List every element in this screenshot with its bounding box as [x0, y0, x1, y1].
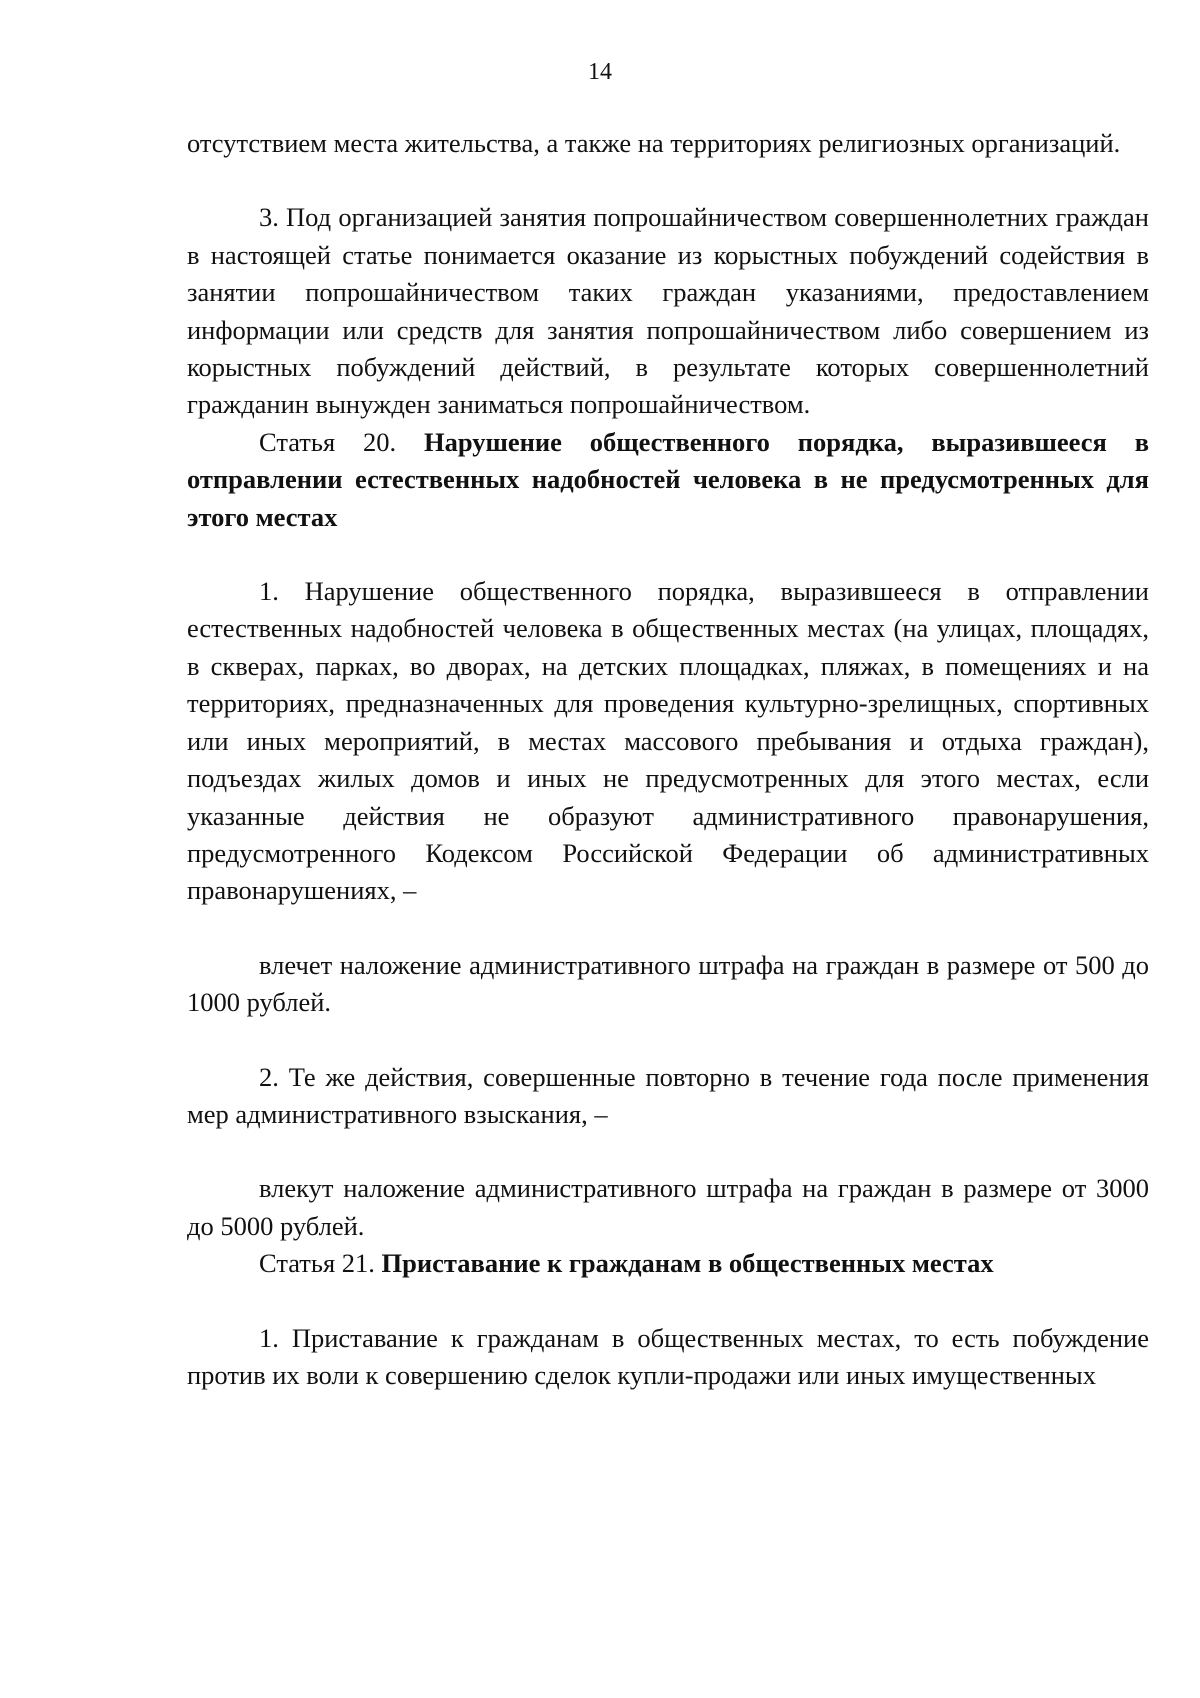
document-body: [187, 125, 1149, 1394]
article-20-part-2: 2. Те же действия, совершенные повторно в течение года после применения мер административного взыскания, –: [187, 1061, 1149, 1129]
paragraph-continuation: отсутствием места жительства, а также на территориях религиозных организаций.: [187, 128, 1121, 158]
article-20-prefix: Статья 20.: [259, 426, 397, 457]
article-20-part-1-sanction: влечет наложение административного штрафа на граждан в размере от 500 до 1000 рублей.: [187, 949, 1149, 1018]
article-20-part-1: 1. Нарушение общественного порядка, выразившееся в отправлении естественных надобностей человека в общественных местах (на улицах, площадях, в скверах, парках, во дворах, на детских площадках, пляжах, в помещениях и на территориях, предназначенных для проведения культурно-зрелищных, спортивных или иных мероприятий, в местах массового пребывания и отдыха граждан), подъездах жилых домов и иных не предусмотренных для этого местах, если указанные действия не образуют административного правонарушения, предусмотренного Кодексом Российской Федерации об административных правонарушениях, –: [187, 576, 1149, 906]
article-21-part-1: 1. Приставание к гражданам в общественных местах, то есть побуждение против их воли к совершению сделок купли-продажи или иных имущественных: [187, 1322, 1149, 1390]
page-number: 14: [588, 59, 612, 85]
article-21-heading: [187, 1245, 1149, 1282]
article-20-heading: [187, 424, 1149, 536]
article-20-part-2-sanction: влекут наложение административного штрафа на граждан в размере от 3000 до 5000 рублей.: [187, 1173, 1149, 1241]
article-21-prefix: Статья 21.: [259, 1248, 375, 1279]
article-21-title: Приставание к гражданам в общественных местах: [381, 1248, 994, 1279]
paragraph-clause-3: 3. Под организацией занятия попрошайничеством совершеннолетних граждан в настоящей статье понимается оказание из корыстных побуждений содействия в занятии попрошайничеством таких граждан указаниями, предоставлением информации или средств для занятия попрошайничеством либо совершением из корыстных побуждений действий, в результате которых совершеннолетний гражданин вынужден заниматься попрошайничеством.: [187, 202, 1149, 420]
article-20-title: Нарушение общественного порядка, выразившееся в отправлении естественных надобностей человека в не предусмотренных для этого местах: [187, 426, 1149, 532]
